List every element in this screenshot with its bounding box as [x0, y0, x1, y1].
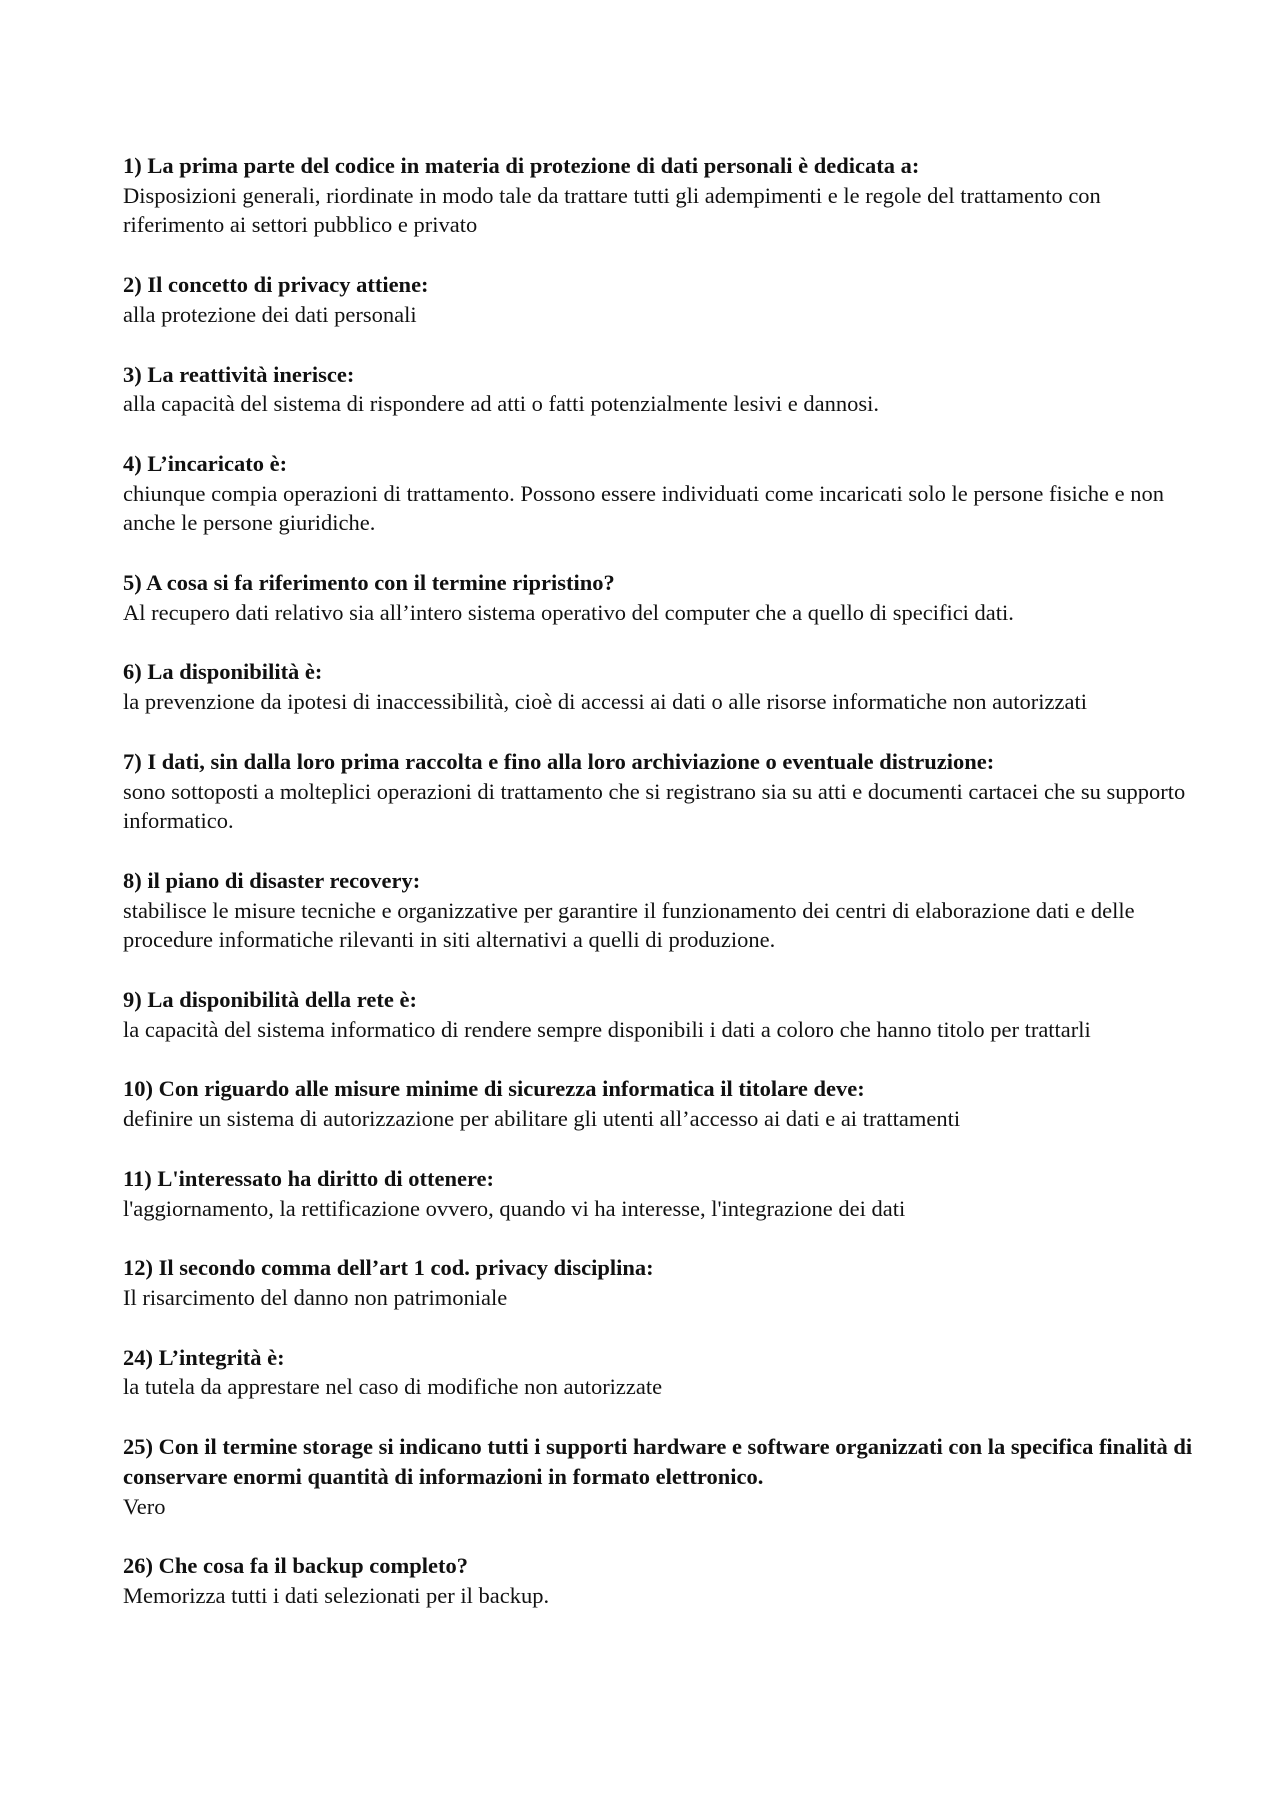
question-9: 9) La disponibilità della rete è: [123, 987, 417, 1013]
qa-item-8 [123, 866, 1200, 955]
qa-item-2 [123, 270, 1200, 329]
question-6: 6) La disponibilità è: [123, 659, 323, 685]
answer-3: alla capacità del sistema di rispondere ad atti o fatti potenzialmente lesivi e dannosi. [123, 391, 879, 417]
question-2: 2) Il concetto di privacy attiene: [123, 272, 429, 298]
qa-item-9 [123, 985, 1200, 1044]
qa-item-12 [123, 1253, 1200, 1312]
answer-5: Al recupero dati relativo sia all’intero sistema operativo del computer che a quello di specifici dati. [123, 599, 1014, 625]
qa-item-11 [123, 1164, 1200, 1223]
answer-8: stabilisce le misure tecniche e organizzative per garantire il funzionamento dei centri di elaborazione dati e delle procedure informatiche rilevanti in siti alternativi a quelli di produzione. [123, 897, 1135, 953]
answer-7: sono sottoposti a molteplici operazioni di trattamento che si registrano sia su atti e documenti cartacei che su supporto informatico. [123, 778, 1186, 834]
question-11: 11) L'interessato ha diritto di ottenere: [123, 1165, 494, 1191]
answer-6: la prevenzione da ipotesi di inaccessibilità, cioè di accessi ai dati o alle risorse informatiche non autorizzati [123, 689, 1088, 715]
qa-item-6 [123, 657, 1200, 716]
question-25: 25) Con il termine storage si indicano tutti i supporti hardware e software organizzati con la specifica finalità di conservare enormi quantità di informazioni in formato elettronico. [123, 1434, 1193, 1489]
qa-item-24 [123, 1343, 1200, 1402]
qa-item-5 [123, 568, 1200, 627]
qa-item-1 [123, 151, 1200, 240]
question-4: 4) L’incaricato è: [123, 450, 288, 476]
qa-item-7 [123, 747, 1200, 836]
qa-item-4 [123, 449, 1200, 538]
answer-4: chiunque compia operazioni di trattamento. Possono essere individuati come incaricati solo le persone fisiche e non anche le persone giuridiche. [123, 480, 1164, 536]
qa-item-10 [123, 1074, 1200, 1133]
qa-item-26 [123, 1551, 1200, 1610]
answer-10: definire un sistema di autorizzazione per abilitare gli utenti all’accesso ai dati e ai trattamenti [123, 1106, 961, 1132]
answer-12: Il risarcimento del danno non patrimoniale [123, 1284, 508, 1310]
qa-item-25 [123, 1432, 1200, 1521]
question-26: 26) Che cosa fa il backup completo? [123, 1553, 468, 1579]
question-1: 1) La prima parte del codice in materia di protezione di dati personali è dedicata a: [123, 153, 920, 178]
qa-item-3 [123, 360, 1200, 419]
answer-1: Disposizioni generali, riordinate in modo tale da trattare tutti gli adempimenti e le regole del trattamento con riferimento ai settori pubblico e privato [123, 182, 1101, 238]
question-7: 7) I dati, sin dalla loro prima raccolta e fino alla loro archiviazione o eventuale distruzione: [123, 748, 995, 774]
answer-9: la capacità del sistema informatico di rendere sempre disponibili i dati a coloro che hanno titolo per trattarli [123, 1016, 1091, 1042]
answer-26: Memorizza tutti i dati selezionati per il backup. [123, 1582, 550, 1608]
answer-11: l'aggiornamento, la rettificazione ovvero, quando vi ha interesse, l'integrazione dei dati [123, 1195, 906, 1221]
question-5: 5) A cosa si fa riferimento con il termine ripristino? [123, 570, 615, 596]
question-12: 12) Il secondo comma dell’art 1 cod. privacy disciplina: [123, 1255, 654, 1281]
answer-25: Vero [123, 1493, 166, 1519]
question-8: 8) il piano di disaster recovery: [123, 867, 421, 893]
answer-2: alla protezione dei dati personali [123, 301, 417, 327]
answer-24: la tutela da apprestare nel caso di modifiche non autorizzate [123, 1374, 663, 1400]
question-10: 10) Con riguardo alle misure minime di sicurezza informatica il titolare deve: [123, 1076, 865, 1102]
question-24: 24) L’integrità è: [123, 1344, 285, 1370]
question-3: 3) La reattività inerisce: [123, 361, 355, 387]
